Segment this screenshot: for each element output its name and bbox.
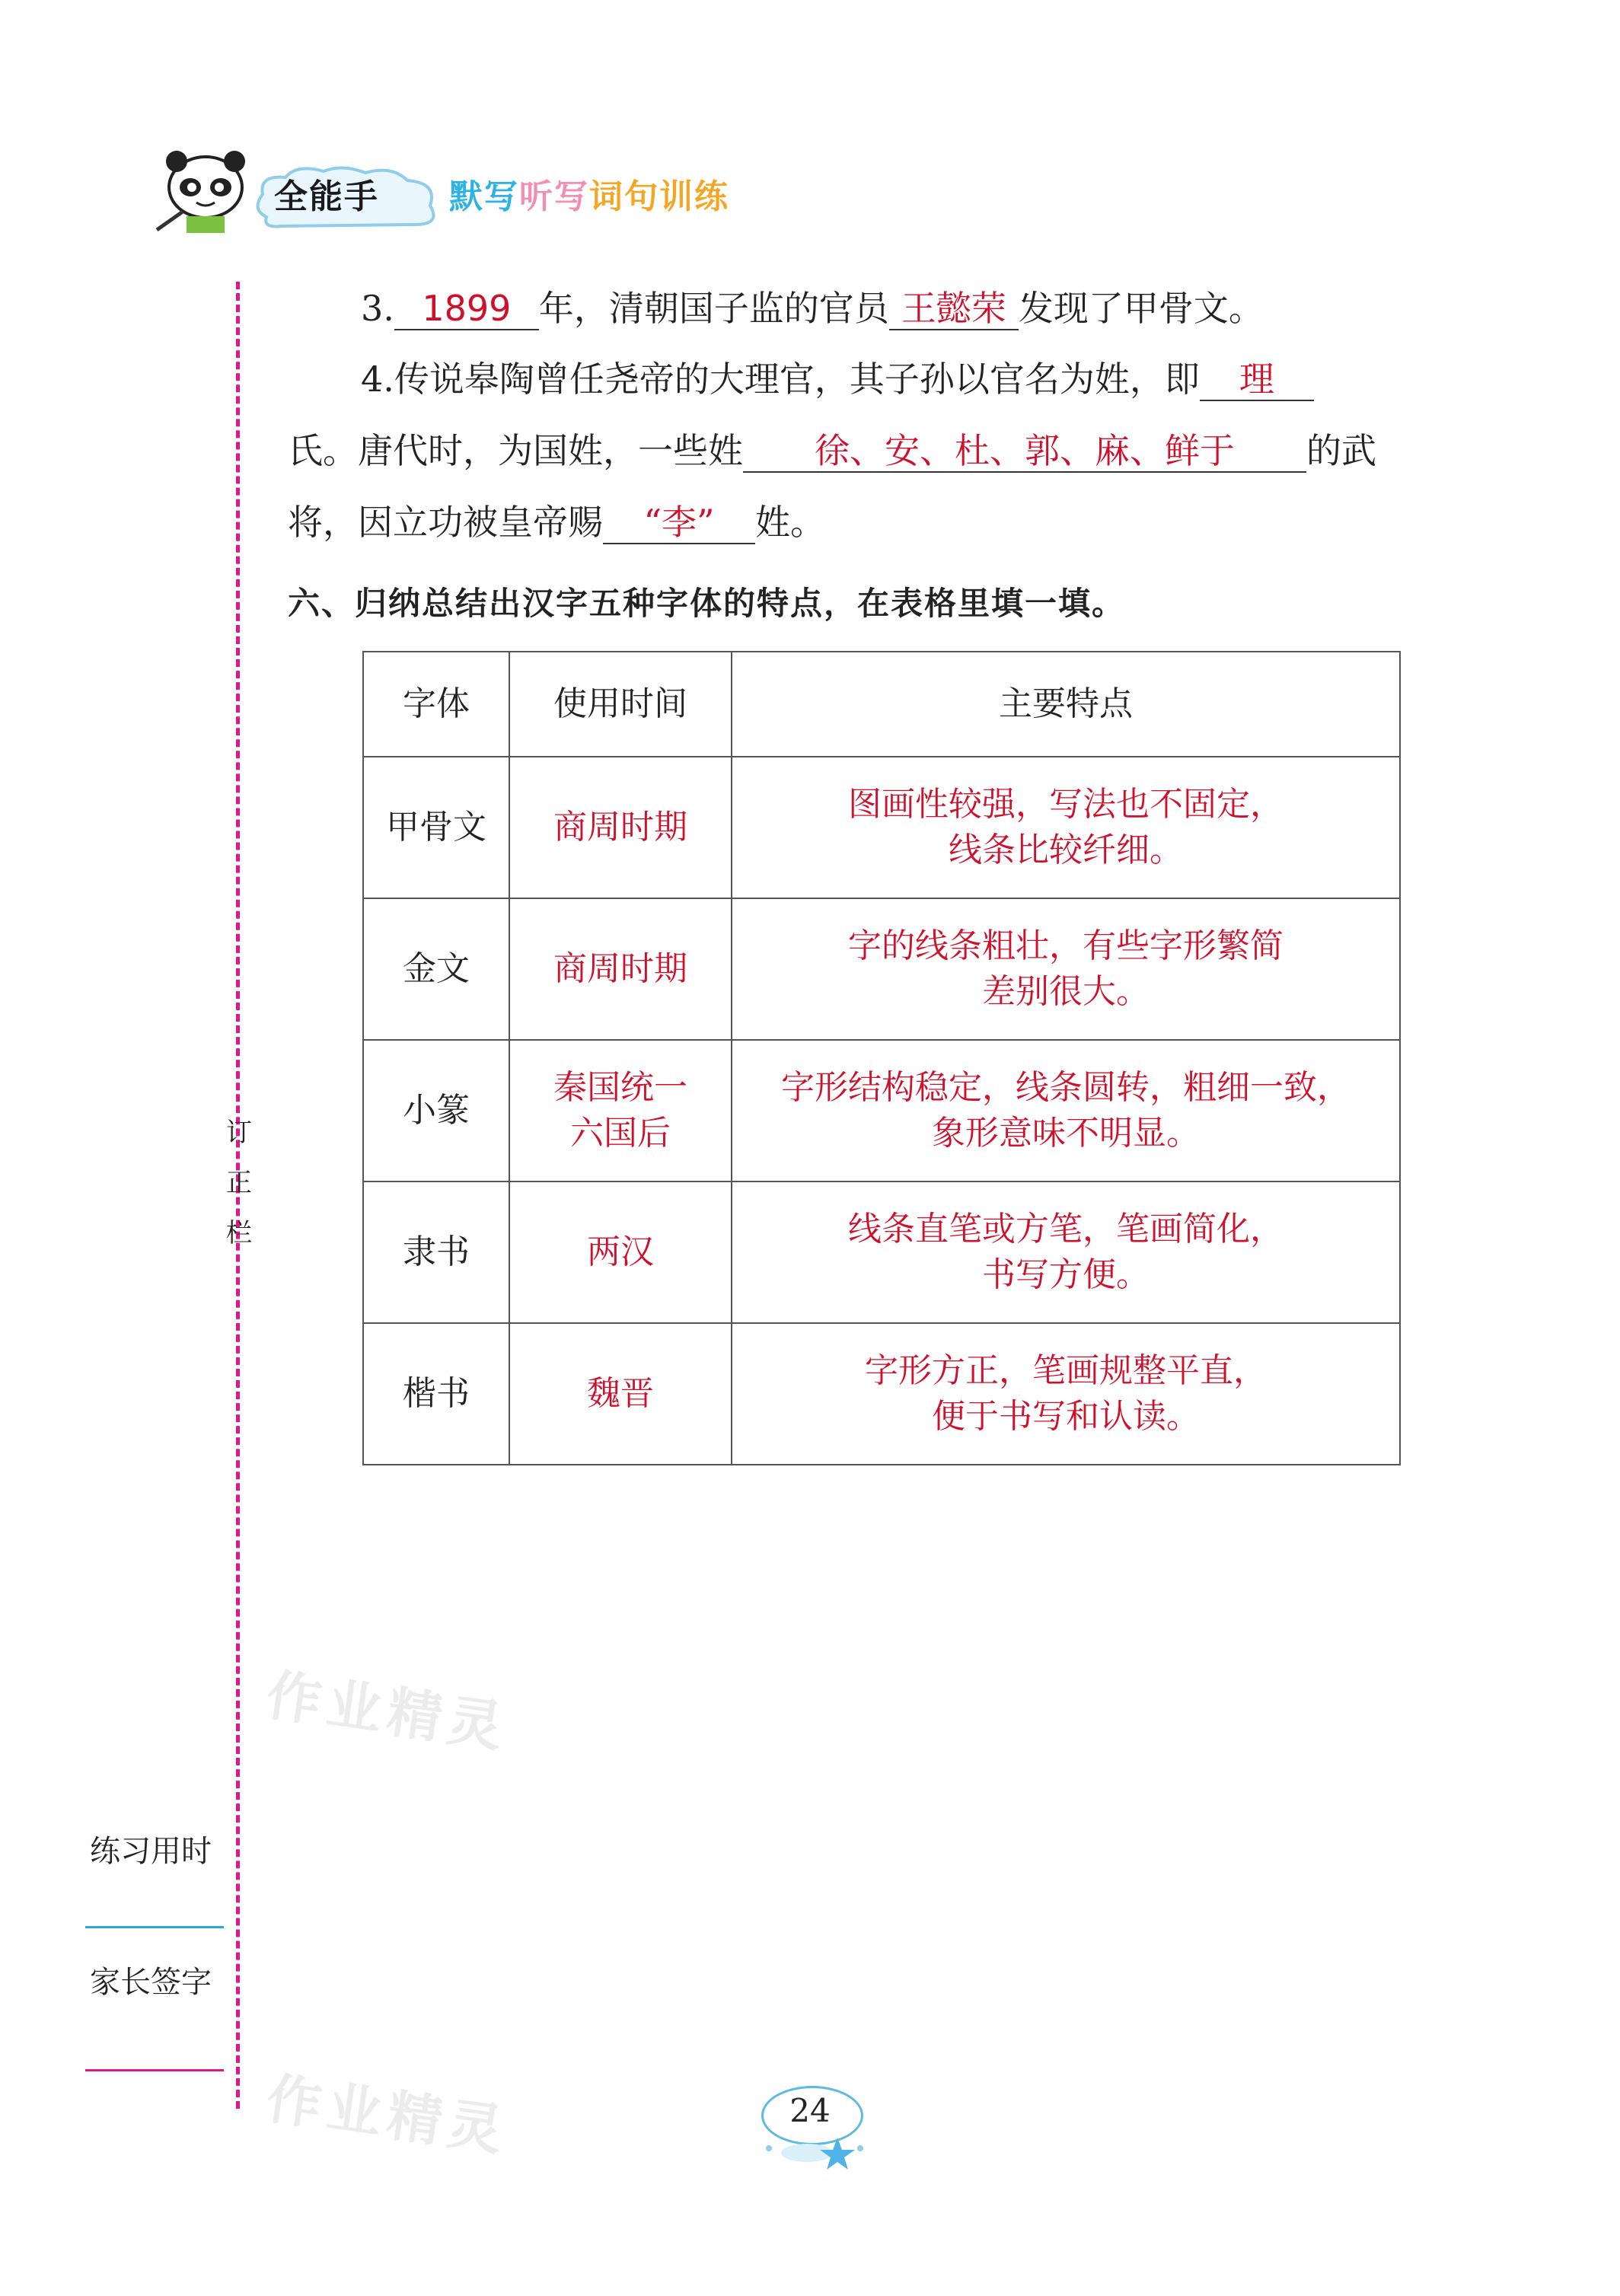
question-4-line-1 [361, 356, 1314, 402]
row-time-line: 秦国统一 [553, 1068, 687, 1107]
row-features [732, 1040, 1400, 1181]
practice-time-line [85, 1926, 224, 1928]
question-3-number: 3. [361, 288, 394, 329]
feature-line: 线条比较纤细。 [949, 831, 1183, 869]
table-header-row [363, 652, 1400, 757]
answer-year: 1899 [394, 288, 539, 330]
row-time [509, 1323, 732, 1465]
row-font: 楷书 [363, 1323, 509, 1465]
section-6-title: 六、归纳总结出汉字五种字体的特点，在表格里填一填。 [288, 585, 1126, 622]
panda-mascot-icon [152, 151, 259, 234]
table-row [363, 898, 1400, 1040]
row-features [732, 1323, 1400, 1465]
row-time-line: 两汉 [587, 1233, 654, 1271]
row-time [509, 898, 732, 1040]
watermark: 作业精灵 [262, 2066, 513, 2164]
row-font: 小篆 [363, 1040, 509, 1181]
question-3 [361, 285, 1264, 331]
answer-official-name: 王懿荣 [889, 288, 1019, 330]
table-row [363, 1323, 1400, 1465]
row-time-line: 商周时期 [553, 808, 687, 847]
series-part-dictation: 默写 [449, 177, 519, 216]
question-4-text-2b: 的武 [1306, 430, 1376, 471]
feature-line: 图画性较强，写法也不固定， [848, 785, 1284, 824]
row-font: 金文 [363, 898, 509, 1040]
question-4-line-3 [288, 499, 825, 545]
row-time [509, 1181, 732, 1323]
correction-column-label [221, 1108, 257, 1258]
series-part-listening: 听写 [519, 177, 589, 216]
answer-surnames-list: 徐、安、杜、郭、麻、鲜于 [743, 430, 1306, 473]
correction-char-2: 正 [226, 1168, 252, 1198]
feature-line: 书写方便。 [982, 1255, 1150, 1294]
row-time [509, 1040, 732, 1181]
feature-line: 字形结构稳定，线条圆转，粗细一致， [781, 1068, 1351, 1107]
feature-line: 便于书写和认读。 [932, 1397, 1200, 1436]
question-4-text-3b: 姓。 [755, 502, 825, 543]
row-font: 隶书 [363, 1181, 509, 1323]
answer-surname-li: 理 [1200, 359, 1314, 401]
header-font: 字体 [363, 652, 509, 757]
correction-char-1: 订 [226, 1118, 252, 1148]
table-row [363, 1181, 1400, 1323]
star-cloud-icon [754, 2132, 875, 2185]
row-time-line: 魏晋 [587, 1374, 654, 1413]
page-number: 24 [789, 2092, 831, 2129]
row-features [732, 757, 1400, 898]
row-time-line: 商周时期 [553, 949, 687, 988]
row-font: 甲骨文 [363, 757, 509, 898]
parent-signature-line [85, 2069, 224, 2071]
row-time [509, 757, 732, 898]
question-4-text-2a: 氏。唐代时，为国姓，一些姓 [288, 430, 743, 471]
feature-line: 线条直笔或方笔，笔画简化， [848, 1210, 1284, 1248]
watermark: 作业精灵 [262, 1663, 513, 1760]
feature-line: 象形意味不明显。 [932, 1114, 1200, 1153]
row-features [732, 898, 1400, 1040]
header-features: 主要特点 [732, 652, 1400, 757]
table-row [363, 1040, 1400, 1181]
question-3-text-a: 年，清朝国子监的官员 [538, 288, 889, 329]
row-time-line: 六国后 [570, 1114, 671, 1153]
feature-line: 差别很大。 [982, 972, 1150, 1011]
script-features-table [362, 651, 1401, 1465]
practice-time-label: 练习用时 [90, 1834, 212, 1869]
answer-granted-surname: “李” [603, 502, 755, 544]
question-4-text-3a: 将，因立功被皇帝赐 [288, 502, 603, 543]
row-features [732, 1181, 1400, 1323]
question-4-line-2 [288, 428, 1376, 474]
correction-char-3: 栏 [226, 1218, 252, 1248]
series-part-words: 词句训练 [589, 177, 729, 216]
feature-line: 字形方正，笔画规整平直， [865, 1351, 1267, 1390]
header-time: 使用时间 [509, 652, 732, 757]
table-row [363, 757, 1400, 898]
series-title [449, 169, 729, 218]
feature-line: 字的线条粗壮，有些字形繁简 [848, 926, 1284, 965]
question-3-text-b: 发现了甲骨文。 [1018, 288, 1264, 329]
question-4-text-1: 4.传说皋陶曾任尧帝的大理官，其子孙以官名为姓，即 [361, 359, 1200, 400]
brand-title: 全能手 [274, 177, 379, 216]
parent-signature-label: 家长签字 [90, 1965, 212, 2000]
